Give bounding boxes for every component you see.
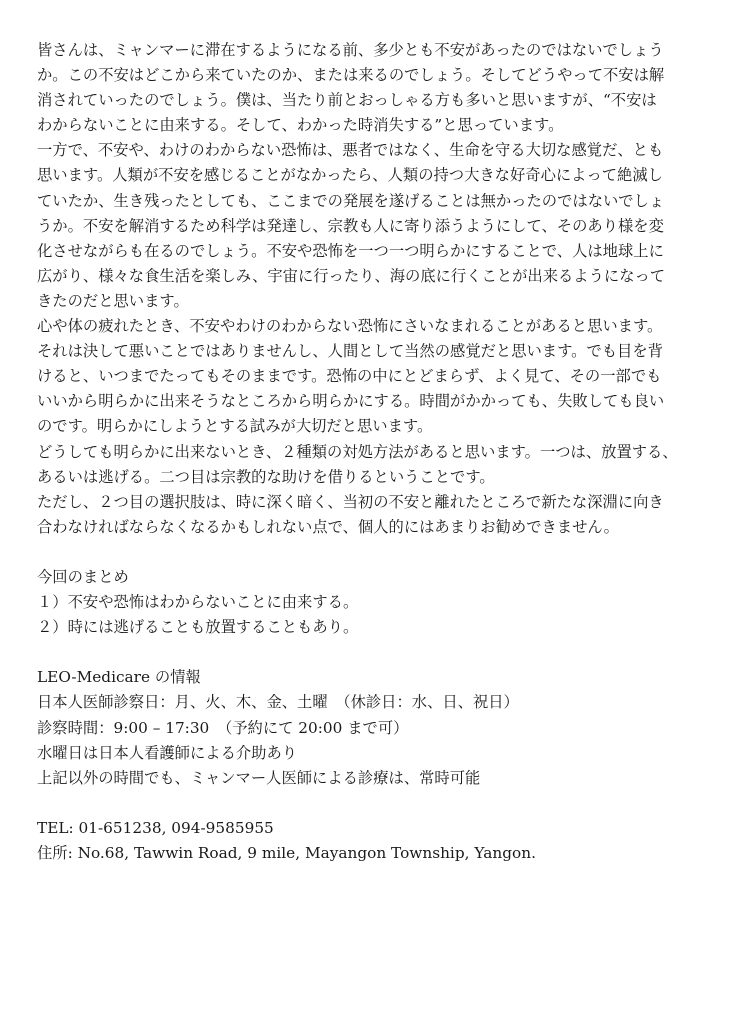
document-page [37, 38, 707, 866]
paragraph-1 [37, 38, 707, 138]
spacer [37, 540, 707, 565]
clinic-tel: TEL: 01-651238, 094-9585955 [37, 818, 274, 837]
clinic-days: 日本人医師診察日：月、火、木、金、土曜 （休診日：水、日、祝日） [37, 693, 519, 712]
clinic-nurse-note: 水曜日は日本人看護師による介助あり [37, 743, 298, 762]
paragraph-4 [37, 440, 707, 490]
text-line: ていたか、生き残ったとしても、ここまでの発展を遂げることは無かったのではないでしょ [37, 191, 665, 210]
clinic-hours: 診察時間：9:00 – 17:30 （予約にて 20:00 まで可） [37, 718, 409, 737]
spacer [37, 640, 707, 665]
text-line: 一方で、不安や、わけのわからない恐怖は、悪者ではなく、生命を守る大切な感覚だ、とも [37, 141, 664, 160]
spacer [37, 791, 707, 816]
text-line: 広がり、様々な食生活を楽しみ、宇宙に行ったり、海の底に行くことが出来るようになって [37, 266, 666, 285]
text-line: 消されていったのでしょう。僕は、当たり前とおっしゃる方も多いと思いますが、“不安は [37, 91, 657, 110]
text-line: 思います。人類が不安を感じることがなかったら、人類の持つ大きな好奇心によって絶滅し [37, 166, 663, 185]
summary-item: ２）時には逃げることも放置することもあり。 [37, 618, 359, 637]
text-line: それは決して悪いことではありませんし、人間として当然の感覚だと思います。でも目を背 [37, 342, 663, 361]
text-line: か。この不安はどこから来ていたのか、または来るのでしょう。そしてどうやって不安は解 [37, 66, 665, 85]
text-line: 皆さんは、ミャンマーに滞在するようになる前、多少とも不安があったのではないでしょう [37, 41, 664, 59]
clinic-heading: LEO-Medicare の情報 [37, 668, 201, 687]
text-line: けると、いつまでたってもそのままです。恐怖の中にとどまらず、よく見て、その一部でも [37, 367, 662, 386]
text-line: わからないことに由来する。そして、わかった時消失する”と思っています。 [37, 116, 564, 135]
contact-section [37, 816, 707, 866]
text-line: あるいは逃げる。二つ目は宗教的な助けを借りるということです。 [37, 467, 495, 486]
paragraph-5 [37, 490, 707, 540]
text-line: ただし、２つ目の選択肢は、時に深く暗く、当初の不安と離れたところで新たな深淵に向き [37, 492, 664, 511]
text-line: 化させながらも在るのでしょう。不安や恐怖を一つ一つ明らかにすることで、人は地球上に [37, 241, 664, 260]
clinic-address: 住所: No.68, Tawwin Road, 9 mile, Mayangon Township, Yangon. [37, 844, 536, 862]
summary-heading: 今回のまとめ [37, 567, 129, 586]
paragraph-2 [37, 138, 707, 314]
text-line: いいから明らかに出来そうなところから明らかにする。時間がかかっても、失敗しても良い [37, 392, 665, 411]
text-line: のです。明らかにしようとする試みが大切だと思います。 [37, 417, 433, 436]
text-line: うか。不安を解消するため科学は発達し、宗教も人に寄り添うようにして、そのあり様を変 [37, 216, 664, 235]
text-line: きたのだと思います。 [37, 291, 189, 310]
summary-item: １）不安や恐怖はわからないことに由来する。 [37, 593, 359, 612]
paragraph-3 [37, 314, 707, 439]
text-line: 合わなければならなくなるかもしれない点で、個人的にはあまりお勧めできません。 [37, 517, 619, 536]
summary-section [37, 565, 707, 640]
clinic-info-section [37, 665, 707, 790]
text-line: どうしても明らかに出来ないとき、２種類の対処方法があると思います。一つは、放置する、 [37, 442, 678, 461]
text-line: 心や体の疲れたとき、不安やわけのわからない恐怖にさいなまれることがあると思います。 [37, 317, 663, 336]
clinic-other-note: 上記以外の時間でも、ミャンマー人医師による診療は、常時可能 [37, 768, 481, 787]
